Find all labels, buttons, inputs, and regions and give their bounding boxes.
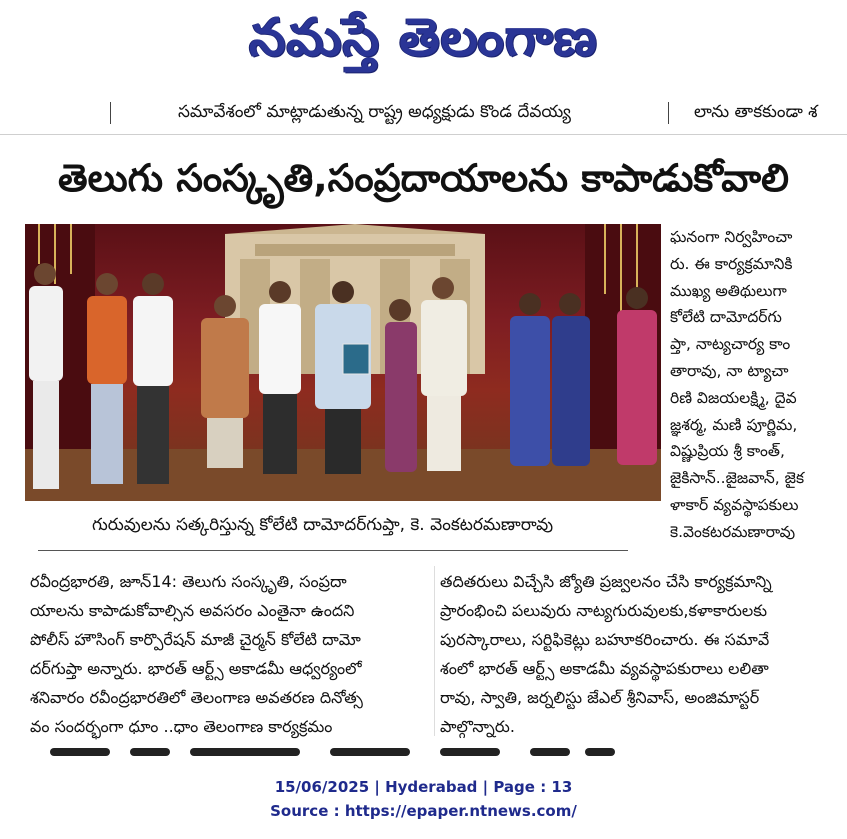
body-column-left xyxy=(30,567,428,741)
strip-caption-right: లాను తాకకుండా శ xyxy=(694,102,818,122)
body-line: పోలీస్ హౌసింగ్ కార్పొరేషన్ మాజీ చైర్మన్ కోలేటి దామో xyxy=(30,630,361,649)
article-photo xyxy=(25,224,661,501)
photo-caption: గురువులను సత్కరిస్తున్న కోలేటి దామోదర్‌గుప్తా, కె. వెంకటరమణారావు xyxy=(92,515,554,535)
memento-frame xyxy=(343,344,369,374)
body-line: తదితరులు విచ్చేసి జ్యోతి ప్రజ్వలనం చేసి కార్యక్రమాన్ని xyxy=(440,572,772,591)
caption-rule xyxy=(38,550,628,551)
side-line: జైకిసాన్..జైజవాన్, జైక xyxy=(670,469,805,488)
newspaper-logo: నమస్తే తెలంగాణ xyxy=(249,8,598,68)
body-line: పురస్కారాలు, సర్టిఫికెట్లు బహూకరించారు. ఈ సమావే xyxy=(440,630,770,649)
body-line: రావు, స్వాతి, జర్నలిస్టు జేఎల్ శ్రీనివాస్, అంజిమాస్టర్ xyxy=(440,688,760,707)
side-column xyxy=(670,224,840,546)
body-line: దర్‌గుప్తా అన్నారు. భారత్ ఆర్ట్స్ అకాడమీ ఆధ్వర్యంలో xyxy=(30,659,362,678)
side-line: జ్ఞశర్మ, మణి పూర్ణిమ, xyxy=(670,415,798,434)
body-line: ప్రారంభించి పలువురు నాట్యగురువులకు,కళాకారులకు xyxy=(440,601,768,620)
body-column-right xyxy=(440,567,840,741)
page-footer xyxy=(0,775,847,823)
article-headline: తెలుగు సంస్కృతి,సంప్రదాయాలను కాపాడుకోవాలి xyxy=(58,156,789,200)
body-line: శంలో భారత్ ఆర్ట్స్ అకాడమీ వ్యవస్థాపకురాలు లలితా xyxy=(440,659,769,678)
side-line: కోలేటి దామోదర్‌గు xyxy=(670,308,782,327)
side-line: తారావు, నా ట్యాచా xyxy=(670,361,789,380)
body-line: పాల్గొన్నారు. xyxy=(440,717,515,736)
source-link[interactable]: Source : https://epaper.ntnews.com/ xyxy=(270,802,577,820)
side-line: విష్ణుప్రియ శ్రీ కాంత్, xyxy=(670,442,785,461)
side-line: ప్తా, నాట్యచార్య కాం xyxy=(670,335,791,354)
previous-article-strip xyxy=(0,92,847,135)
stage-photo-illustration xyxy=(25,224,661,501)
column-divider xyxy=(434,566,435,736)
strip-divider xyxy=(110,102,111,124)
edition-info: 15/06/2025 | Hyderabad | Page : 13 xyxy=(274,778,573,796)
strip-divider xyxy=(668,102,669,124)
strip-caption-left: సమావేశంలో మాట్లాడుతున్న రాష్ట్ర అధ్యక్షుడు కొండ దేవయ్య xyxy=(178,102,571,122)
side-line: ళాకార్ వ్యవస్థాపకులు xyxy=(670,495,799,514)
side-line: కె.వెంకటరమణారావు xyxy=(670,522,796,541)
body-line: శనివారం రవీంద్రభారతిలో తెలంగాణ అవతరణ దినోత్స xyxy=(30,688,363,707)
body-line: రవీంద్రభారతి, జూన్14: తెలుగు సంస్కృతి, సంప్రదా xyxy=(30,572,347,591)
cut-off-text-line xyxy=(30,744,830,758)
side-line: ఘనంగా నిర్వహించా xyxy=(670,228,793,246)
masthead xyxy=(0,2,847,90)
body-line: యాలను కాపాడుకోవాల్సిన అవసరం ఎంతైనా ఉందని xyxy=(30,601,355,620)
body-line: వం సందర్భంగా ధూం ..ధాం తెలంగాణ కార్యక్రమం xyxy=(30,717,333,736)
side-line: రిణి విజయలక్ష్మి, దైవ xyxy=(670,388,797,407)
side-line: ముఖ్య అతిథులుగా xyxy=(670,281,787,300)
side-line: రు. ఈ కార్యక్రమానికి xyxy=(670,254,793,273)
